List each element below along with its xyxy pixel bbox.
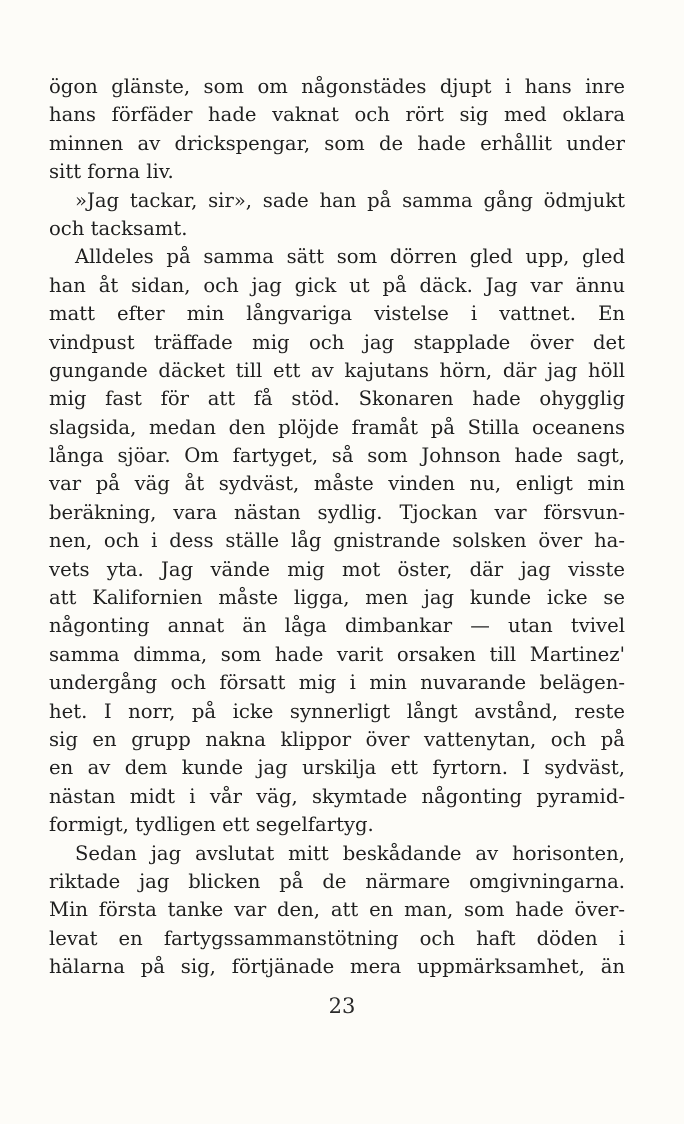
text-line: Alldeles på samma sätt som dörren gled upp, gled [75,245,625,269]
text-line: Sedan jag avslutat mitt beskådande av horisonten, [75,841,625,865]
text-line: en av dem kunde jag urskilja ett fyrtorn. I sydväst, [49,756,625,780]
text-line: sig en grupp nakna klippor över vattenytan, och på [49,727,625,751]
text-line: och tacksamt. [49,216,188,240]
text-line: matt efter min långvariga vistelse i vattnet. En [49,302,625,326]
text-line: hans förfäder hade vaknat och rört sig med oklara [49,103,625,127]
text-line: nen, och i dess ställe låg gnistrande solsken över ha- [49,529,625,553]
text-line: undergång och försatt mig i min nuvarande belägen- [49,671,625,695]
page-text [49,73,625,982]
text-line: att Kalifornien måste ligga, men jag kunde icke se [49,586,625,610]
text-line: beräkning, vara nästan sydlig. Tjockan var försvun- [49,500,625,524]
text-line: het. I norr, på icke synnerligt långt avstånd, reste [49,699,625,723]
text-line: slagsida, medan den plöjde framåt på Stilla oceanens [49,415,625,439]
text-line: han åt sidan, och jag gick ut på däck. Jag var ännu [49,273,625,297]
text-line: hälarna på sig, förtjänade mera uppmärksamhet, än [49,955,625,979]
text-line: långa sjöar. Om fartyget, så som Johnson hade sagt, [49,444,625,468]
text-line: riktade jag blicken på de närmare omgivningarna. [49,869,625,893]
text-line: någonting annat än låga dimbankar — utan tvivel [49,614,625,638]
text-line: ögon glänste, som om någonstädes djupt i hans inre [49,75,625,98]
text-line: formigt, tydligen ett segelfartyg. [49,813,374,837]
text-line: sitt forna liv. [49,160,174,184]
text-line: levat en fartygssammanstötning och haft döden i [49,926,625,950]
text-line: var på väg åt sydväst, måste vinden nu, enligt min [49,472,625,496]
page-number: 23 [328,994,356,1018]
text-line: samma dimma, som hade varit orsaken till Martinez' [49,642,625,666]
text-line: minnen av drickspengar, som de hade erhållit under [49,131,625,155]
text-line: Min första tanke var den, att en man, som hade över- [49,898,625,922]
text-line: nästan midt i vår väg, skymtade någonting pyramid- [49,784,625,808]
text-line: »Jag tackar, sir», sade han på samma gång ödmjukt [75,188,625,212]
text-line: gungande däcket till ett av kajutans hörn, där jag höll [49,358,625,382]
text-line: vindpust träffade mig och jag stapplade över det [49,330,625,354]
text-line: mig fast för att få stöd. Skonaren hade ohygglig [49,387,625,411]
text-line: vets yta. Jag vände mig mot öster, där jag visste [49,557,625,581]
